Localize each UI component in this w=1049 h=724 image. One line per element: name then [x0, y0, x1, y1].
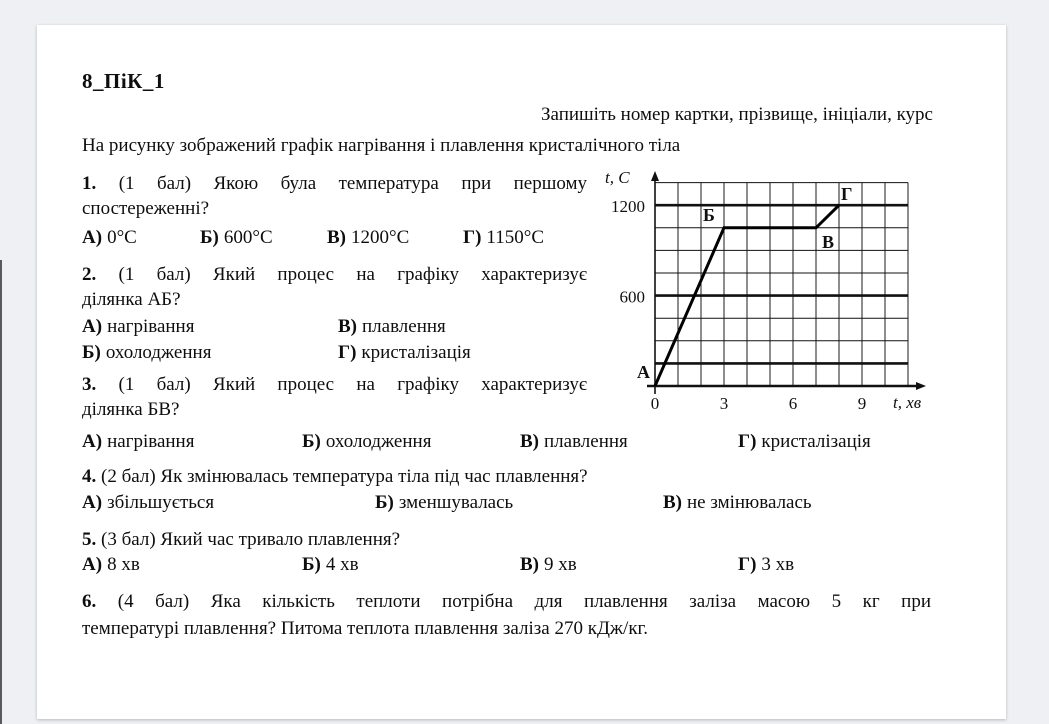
intro-line: На рисунку зображений графік нагрівання і плавлення кристалічного тіла: [82, 135, 681, 156]
svg-text:В: В: [822, 231, 835, 252]
question-6-text: (4 бал) Яка кількість теплоти потрібна для плавлення заліза масою 5 кг при: [117, 591, 931, 612]
option-2b: Б) охолодження: [82, 342, 212, 363]
question-3-text: (1 бал) Який процес на графіку характеризує: [118, 374, 588, 395]
option-2g: Г) кристалізація: [338, 342, 471, 363]
question-2-options-row1: [82, 316, 602, 342]
svg-text:t, C: t, C: [605, 168, 630, 187]
svg-text:9: 9: [857, 394, 867, 413]
question-3-options: [82, 431, 982, 457]
screen-left-edge: [0, 260, 2, 724]
option-3v: В) плавлення: [520, 431, 628, 452]
option-2v: В) плавлення: [338, 316, 446, 337]
question-5-text: (3 бал) Який час тривало плавлення?: [101, 529, 401, 550]
question-1-number: 1.: [82, 173, 97, 194]
question-5-line1: [82, 527, 400, 552]
question-4-options: [82, 492, 982, 518]
question-5-number: 5.: [82, 529, 97, 550]
option-5g: Г) 3 хв: [738, 554, 795, 575]
option-3a: А) нагрівання: [82, 431, 195, 452]
option-1a: А) 0°С: [82, 227, 137, 248]
svg-text:3: 3: [719, 394, 729, 413]
svg-text:1200: 1200: [611, 197, 645, 217]
instruction-line: Запишіть номер картки, прізвище, ініціали, курс: [541, 104, 933, 125]
question-1-line2: спостереженні?: [82, 198, 210, 219]
option-5b: Б) 4 хв: [302, 554, 359, 575]
option-2a: А) нагрівання: [82, 316, 195, 337]
question-1-text: (1 бал) Якою була температура при першому: [118, 173, 587, 194]
question-6-line2: температурі плавлення? Питома теплота плавлення заліза 270 кДж/кг.: [82, 618, 648, 639]
question-4-line1: [82, 464, 588, 489]
option-1v: В) 1200°С: [327, 227, 410, 248]
question-4-number: 4.: [82, 466, 97, 487]
question-3-number: 3.: [82, 374, 97, 395]
page-title: 8_ПіК_1: [82, 69, 165, 93]
option-4a: А) збільшується: [82, 492, 215, 513]
svg-text:6: 6: [788, 394, 798, 413]
option-1b: Б) 600°С: [200, 227, 273, 248]
figure-heating-melting-graph: [595, 166, 945, 416]
question-3-line2: ділянка БВ?: [82, 399, 180, 420]
svg-text:Б: Б: [703, 204, 715, 225]
question-2-number: 2.: [82, 264, 97, 285]
question-1-options: [82, 227, 642, 253]
option-5a: А) 8 хв: [82, 554, 140, 575]
option-4v: В) не змінювалась: [663, 492, 812, 513]
svg-text:А: А: [637, 362, 650, 382]
heating-melting-chart: [595, 166, 945, 416]
question-2-line1: [82, 262, 587, 287]
option-5v: В) 9 хв: [520, 554, 577, 575]
document-page: [37, 25, 1006, 719]
svg-text:Г: Г: [841, 184, 853, 205]
svg-text:t, хв: t, хв: [893, 393, 922, 412]
svg-text:600: 600: [619, 287, 645, 307]
option-4b: Б) зменшувалась: [375, 492, 514, 513]
question-6-number: 6.: [82, 591, 97, 612]
question-4-text: (2 бал) Як змінювалась температура тіла під час плавлення?: [101, 466, 588, 487]
option-1g: Г) 1150°С: [463, 227, 544, 248]
question-5-options: [82, 554, 982, 580]
question-2-text: (1 бал) Який процес на графіку характеризує: [118, 264, 588, 285]
question-1-line1: [82, 171, 587, 196]
question-2-line2: ділянка АБ?: [82, 289, 181, 310]
option-3b: Б) охолодження: [302, 431, 432, 452]
question-6-line1: [82, 589, 931, 614]
option-3g: Г) кристалізація: [738, 431, 871, 452]
question-3-line1: [82, 372, 587, 397]
question-2-options-row2: [82, 342, 602, 368]
svg-text:0: 0: [650, 394, 660, 413]
